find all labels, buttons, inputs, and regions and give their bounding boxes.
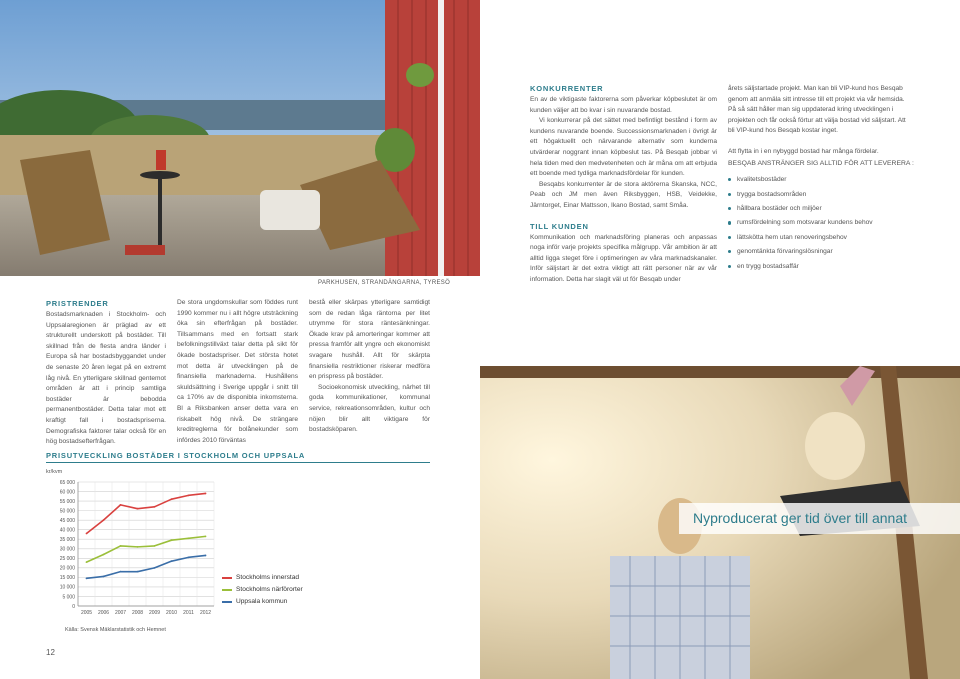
leverera-list <box>728 173 914 274</box>
list-item: kvalitetsbostäder <box>728 173 914 187</box>
data-point <box>154 506 156 508</box>
pristrender-col2: De stora ungdomskullar som föddes runt 1990 kommer nu i allt högre utsträckning öka sin efterfrågan på bostäder. Tillsammans med en fortsatt stark befolkningstillväxt talar detta på sikt för ökade bostadspriser. Det största hotet mot detta är utvecklingen på de finansiella marknaderna. Hushållens skuldsättning i Sverige uppgår i snitt till ca 170% av de disponibla inkomsterna. Bl a Riksbanken anser detta vara en riskabelt hög nivå. De strängare kreditreglerna för bolånekunder som infördes 2010 förväntas <box>177 299 298 444</box>
data-point <box>171 560 173 562</box>
leverera-section <box>728 84 914 274</box>
data-point <box>103 554 105 556</box>
konkurrenter-heading: KONKURRENTER <box>530 84 604 93</box>
list-item: genomtänkta förvaringslösningar <box>728 245 914 259</box>
y-tick-label: 10 000 <box>59 584 75 591</box>
legend-label: Stockholms närförorter <box>236 586 303 593</box>
legend-label: Stockholms innerstad <box>236 574 300 581</box>
y-tick-label: 40 000 <box>59 527 75 534</box>
y-tick-label: 45 000 <box>59 517 75 524</box>
list-item: en trygg bostadsaffär <box>728 260 914 274</box>
x-tick-label: 2005 <box>80 610 93 616</box>
list-item: rumsfördelning som motsvarar kundens behov <box>728 216 914 230</box>
x-tick-label: 2012 <box>199 610 212 616</box>
pristrender-col3-paragraph: Socioekonomisk utveckling, närhet till goda kommunikationer, kommunal service, rekreationsområden, kultur och nöjen blir allt viktigare för bostadsköparen. <box>309 383 430 434</box>
y-tick-label: 30 000 <box>59 546 75 553</box>
data-point <box>86 533 88 535</box>
data-point <box>120 545 122 547</box>
konkurrenter-paragraph: En av de viktigaste faktorerna som påverkar köpbeslutet är om kunden väljer att bo kvar i sin nuvarande bostad. <box>530 96 717 114</box>
data-point <box>171 498 173 500</box>
pristrender-col3 <box>309 298 430 436</box>
chart-title: PRISUTVECKLING BOSTÄDER I STOCKHOLM OCH UPPSALA <box>46 451 306 460</box>
data-point <box>171 539 173 541</box>
overlay-headline: Nyproducerat ger tid över till annat <box>693 510 907 526</box>
legend-item <box>222 574 303 581</box>
legend-item <box>222 586 303 593</box>
data-point <box>137 508 139 510</box>
y-tick-label: 20 000 <box>59 565 75 572</box>
leverera-heading: BESQAB ANSTRÄNGER SIG ALLTID FÖR ATT LEVERERA : <box>728 159 914 167</box>
data-point <box>154 545 156 547</box>
chart-legend <box>222 574 303 605</box>
data-point <box>120 571 122 573</box>
data-point <box>137 571 139 573</box>
chart-ylabel: kr/kvm <box>46 469 63 475</box>
price-chart <box>46 476 226 626</box>
legend-swatch-narfororter <box>222 589 232 591</box>
pristrender-col3-paragraph: bestå eller skärpas ytterligare samtidigt som de redan låga räntorna per litet utrymme för stora räntesänkningar. Ökade krav på amorteringar kommer att pressa framför allt yngre och ekonomiskt svagare hushåll. Allt för skärpta finansiella restriktioner riskerar medföra en prispress på bostäder. <box>309 299 430 381</box>
data-point <box>205 493 207 495</box>
photo-caption: PARKHUSEN, STRANDÄNGARNA, TYRESÖ <box>318 280 451 286</box>
x-tick-label: 2006 <box>97 610 110 616</box>
page-number: 12 <box>46 648 55 657</box>
data-point <box>188 537 190 539</box>
y-tick-label: 5 000 <box>62 594 75 601</box>
x-tick-label: 2008 <box>131 610 144 616</box>
legend-swatch-uppsala <box>222 601 232 603</box>
x-tick-label: 2007 <box>114 610 127 616</box>
chart-rule <box>46 462 430 463</box>
data-point <box>137 546 139 548</box>
x-tick-label: 2010 <box>165 610 178 616</box>
list-item: lättskötta hem utan renoveringsbehov <box>728 231 914 245</box>
patio-photo <box>0 0 480 276</box>
y-tick-label: 35 000 <box>59 537 75 544</box>
data-point <box>188 556 190 558</box>
data-point <box>188 494 190 496</box>
konkurrenter-paragraph: Vi konkurrerar på det sättet med befintligt bestånd i form av kundens nuvarande boende. Successionsmarknaden i övrigt är ett högaktuellt och närvarande alternativ som kunderna utvärderar noggrant innan köpbeslut tas. På Besqab jobbar vi hela tiden med den medvetenheten och är måna om att erbjuda ett boende med tydliga marknadsfördelar för kunden. <box>530 117 717 178</box>
till-kunden-heading: TILL KUNDEN <box>530 221 589 231</box>
y-tick-label: 0 <box>72 603 75 610</box>
data-point <box>205 555 207 557</box>
nybyggd-paragraph: Att flytta in i en nybyggd bostad har många fördelar. <box>728 147 879 155</box>
y-tick-label: 50 000 <box>59 508 75 515</box>
legend-label: Uppsala kommun <box>236 598 288 605</box>
pristrender-heading: PRISTRENDER <box>46 299 109 308</box>
vip-paragraph: årets säljstartade projekt. Man kan bli VIP-kund hos Besqab genom att anmäla sitt intresse till ett projekt via vår hemsida. På så sätt håller man sig uppdaterad kring utvecklingen i projekten och får också förtur att välja bostad vid säljstart. Att bli VIP-kund hos Besqab kostar inget. <box>728 85 906 135</box>
data-point <box>103 519 105 521</box>
list-item: hållbara bostäder och miljöer <box>728 202 914 216</box>
x-tick-label: 2011 <box>183 610 194 616</box>
y-tick-label: 25 000 <box>59 556 75 563</box>
y-tick-label: 65 000 <box>59 479 75 486</box>
data-point <box>120 504 122 506</box>
legend-item <box>222 598 303 605</box>
list-item: trygga bostadsområden <box>728 188 914 202</box>
legend-swatch-innerstad <box>222 577 232 579</box>
data-point <box>205 535 207 537</box>
data-point <box>86 577 88 579</box>
konkurrenter-paragraph: Besqabs konkurrenter är de stora aktörerna Skanska, NCC, Peab och JM men även Riksbyggen, HSB, Veidekke, Järntorget, Einar Mattsson, Ikano Bostad, samt Småa. <box>530 180 717 209</box>
data-point <box>103 576 105 578</box>
chart-source: Källa: Svensk Mäklarstatistik och Hemnet <box>65 627 166 633</box>
data-point <box>86 561 88 563</box>
x-tick-label: 2009 <box>148 610 161 616</box>
y-tick-label: 60 000 <box>59 489 75 496</box>
pristrender-col1: Bostadsmarknaden i Stockholm- och Uppsalaregionen är präglad av ett strukturellt underskott på bostäder. Till skillnad från de flesta andra länder i Europa så har bostadsbyggandet under de senaste 20 åren legat på en extremt låg nivå. En ytterligare skillnad gentemot områden är att i princip samtliga bostäder är bebodda permanentbostäder. Detta talar mot ett kraftigt fall i bostadspriserna. Demografiska faktorer talar också för en hög bostadsefterfrågan. <box>46 311 166 446</box>
konkurrenter-section <box>530 84 717 286</box>
data-point <box>154 567 156 569</box>
till-kunden-paragraph: Kommunikation och marknadsföring planeras och anpassas noga inför varje projekts specifika målgrupp. Vår ambition är att alltid ligga steget före i optimeringen av våra marknadskanaler. Inför säljstart är det extra viktigt att rätt personer när av vår information. Detta har slagit väl ut för Besqab under <box>530 233 717 283</box>
y-tick-label: 15 000 <box>59 575 75 582</box>
y-tick-label: 55 000 <box>59 498 75 505</box>
patio-photo-illustration <box>0 0 480 276</box>
